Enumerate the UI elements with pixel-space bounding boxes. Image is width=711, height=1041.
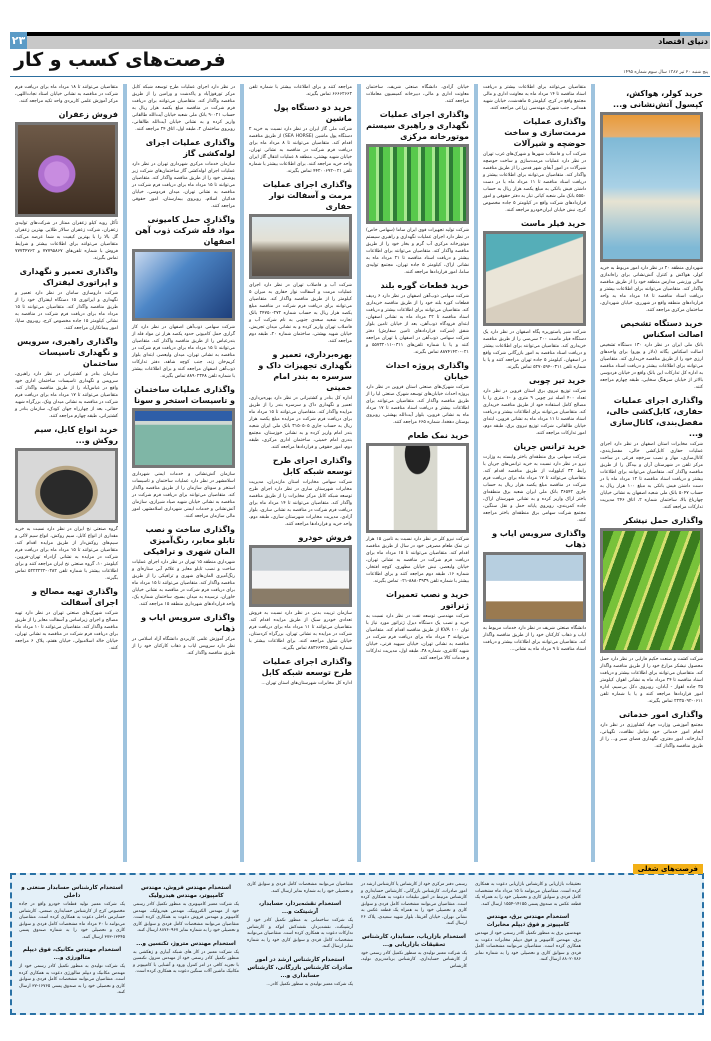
newspaper-logo: دنیای اقتصاد: [658, 37, 708, 46]
classified-body: یک شرکت تولیدی به منظور تکمیل کادر رسمی خود از مهندس مکانیک و دیپلم متالورژی دعوت به همکاری کرده است. متقاضیان می‌توانند مشخصات کامل فردی و سوابق کاری و تحصیلی خود را به صندوق پستی ۱۶۷۶۵-۳۷ ارسال کنند.: [19, 964, 125, 995]
article-body: شرکت سهامی ذوب‌آهن اصفهان در نظر دارد کار گزاری حمل کامیونی حدود یکصد هزار تن مواد قله از بندرعباس را از طریق مناقصه واگذار کند. متقاضیان می‌توانند تا ۱۵ مرداد ماه برای دریافت فرم شرکت در مناقصه به نشانی تهران، میدان ولیعصر، ابتدای بلوار کریم‌خان زند، جنب کوچه شاهد، دفتر تدارکات ذوب‌آهن اصفهان مراجعه کنند و برای اطلاعات بیشتر با شماره تلفن ۸۸۹۰۲۳۴۸ تماس بگیرند.: [132, 325, 235, 379]
article-title: واگذاری حمل نیشکر: [623, 516, 703, 525]
article-body: شرکت نیرو کلر در نظر دارد نسبت به تامین ۱۵ هزار تن نمک طعام مصرفی خود در سال از طریق مناقصه اقدام کند. متقاضیان می‌توانند تا ۱۵ مرداد ماه برای دریافت فرم شرکت در مناقصه به نشانی تهران، خیابان ولیعصر، نبش خیابان مطهری، کوچه افتخار، شماره ۱۶، طبقه دوم مراجعه کنند و برای اطلاعات بیشتر با شماره تلفن ۸۸۸۰۳۹۳۹-۰۲۱ تماس بگیرند.: [366, 537, 469, 584]
article: [366, 280, 469, 356]
column-3: [361, 84, 474, 862]
article: [132, 384, 235, 520]
article: [483, 218, 586, 371]
classified-title: استخدام مهندس برق، مهندس کامپیوتر و فوق دیپلم مخابرات: [486, 914, 570, 928]
article: [15, 424, 118, 582]
header-rule: [10, 76, 710, 77]
article: [249, 84, 352, 98]
column-2: [478, 84, 591, 862]
classified-body: یک شرکت معتبر تولیدی به منظور تکمیل کادر رسمی خود از کارشناس حسابداری، کارشناس برنامه‌ریزی تولید، کارشناس: [361, 950, 467, 969]
article-title: فروش زعفران: [58, 110, 118, 119]
article-body: شرکت شهرک‌های صنعتی تهران در نظر دارد تهیه مصالح و اجرای زیراساس و آسفالت معابر را از طریق مناقصه واگذار کند. متقاضیان می‌توانند تا ۱۰ مرداد ماه برای دریافت فرم شرکت در مناقصه به نشانی تهران، خیابان خالد اسلامبولی، خیابان هفتم، پلاک ۶ مراجعه کنند.: [15, 611, 118, 651]
saffron-photo: [15, 122, 118, 217]
cooler-photo: [600, 112, 703, 262]
article-title: خرید کولر، هواکش، کپسول آتش‌نشانی و...: [613, 89, 703, 109]
article: [132, 84, 235, 133]
article-body: شرکت شهرک‌های صنعتی استان قزوین در نظر دارد پروژه احداث خیابان‌های توسعه شهرک صنعتی لیا را از طریق مناقصه واگذار کند. متقاضیان می‌توانند برای اطلاعات بیشتر و دریافت اسناد مناقصه تا ۱۷ مرداد ماه به نشانی قزوین، بلوار آیت‌الله بهشتی، روبروی بوستان دهخدا، شماره ۶۶۵ مراجعه کنند.: [366, 385, 470, 425]
article-title: بهره‌برداری، تعمیر و نگهداری تجهیزات داک و سرسره به بندر امام خمینی: [258, 350, 352, 392]
column-6: [10, 84, 123, 862]
pipes-photo: [366, 144, 469, 224]
article-title: خرید قطعات گوره بلند: [380, 281, 469, 290]
article-title: واگذاری حمل کامیونی مواد قلّه شرکت ذوب آهن اصفهان: [135, 215, 235, 246]
column-5: [127, 84, 240, 862]
article-body: شرکت داروسازی سامان در نظر دارد تعمیر و نگهداری و اپراتوری ۱۵ دستگاه لیفتراک خود را از طریق مناقصه واگذار کند. متقاضیان می‌توانند تا ۱۵ مرداد ماه برای دریافت فرم شرکت در مناقصه به نشانی کیلومتر ۱۵ جاده مخصوص کرج، روبروی ساپا، امور پیمانکاران مراجعه کنند.: [15, 291, 118, 331]
article: [483, 84, 586, 112]
article-title: خرید دو دستگاه پول ماشین: [273, 103, 352, 123]
article: [15, 336, 118, 420]
classified-title: استخدام مهندس مکانیک، فوق دیپلم متالورژی و...: [22, 947, 122, 961]
column-4: [244, 84, 357, 862]
article: [600, 709, 703, 750]
classified-column-4: [357, 882, 471, 1012]
classified-body: رسمی دفتر مرکزی خود از کارشناس یا کارشناس ارشد در امور صادرات، کارشناس بازرگانی، کارشناس حسابداری و کارشناس مرتبط در امور تبلیغات دعوت به همکاری کرده است. متقاضیان می‌توانند مشخصات کامل فردی و سوابق کاری و تحصیلی خود را به همراه یک قطعه عکس به نشانی تهران، خیابان آفریقا، بلوار شهید سعیدی، پلاک ۲۶ ارسال کنند.: [361, 882, 467, 926]
article-title: واگذاری راهبری، سرویس و نگهداری تاسیسات ساختمان: [17, 337, 118, 368]
article-body: شرکت سهامی مخابرات استان مازندران، مدیریت مخابرات شهرستان ساری در نظر دارد اجرای طرح توسعه شبکه کابل مرکز مخابرات را از طریق مناقصه واگذار کند. متقاضیان می‌توانند تا ۱۴ مرداد ماه برای دریافت فرم شرکت در مناقصه به نشانی ساری، بلوار آزادی، مدیریت مخابرات شهرستان ساری، طبقه دوم، واحد خرید و قراردادها مراجعه کنند.: [249, 480, 352, 527]
article-title: واگذاری سرویس ایاب و ذهاب: [492, 529, 586, 549]
article-body: بانک ملی ایران در نظر دارد ۱۳۰ دستگاه تشخیص اصالت اسکناس یگانه (دلار و یورو) برای واحدهای ارزی خود را از طریق مناقصه خریداری کند. متقاضیان می‌توانند برای اطلاعات بیشتر و دریافت اسناد مناقصه به اداره کل تدارکات این بانک واقع در خیابان فردوسی بالاتر از خیابان سرهنگ سخایی، طبقه چهارم مراجعه کنند.: [600, 343, 703, 390]
article-title: خرید انواع کابل، سیم روکش و...: [34, 425, 118, 445]
classified-title: استخدام بازاریاب، حسابدار، کارشناس تحقیقات بازاریابی و...: [362, 933, 466, 948]
section-title: فرصت‌های کسب و کار: [14, 49, 226, 71]
article-body: شرکت آب و فاضلاب شهرها و شهرک‌های غرب تهران در نظر دارد عملیات مرمت‌سازی و ساخت حوضچه شیرآلات در امور آبفای شهر قدس را از طریق مناقصه واگذار کند. متقاضیان می‌توانند برای اطلاعات بیشتر و دریافت اسناد مناقصه تا ۱۱ مرداد ماه با در دست داشتن فیش بانکی به مبلغ یکصد هزار ریال به حساب ۵۵۵۰ بانک ملی شعبه کیانی تبار به دفتر حقوقی و امور قراردادهای شرکت واقع در کیلومتر ۵ جاده مخصوص کرج، نبش خیابان ایران‌خودرو مراجعه کنند.: [483, 152, 587, 213]
article: [15, 266, 118, 332]
article: [483, 441, 586, 524]
article-body: شرکت سهامی ذوب‌آهن اصفهان در نظر دارد ۶ ردیف قطعات کوره بلند خود را از طریق مناقصه خریداری کند. متقاضیان می‌توانند برای اطلاعات بیشتر و دریافت اسناد مناقصه تا ۲۲ مرداد ماه به نشانی اصفهان، ابتدای فرودگاه ذوب‌آهن، بعد از خیابان تامین بلوار شفق (شرکت قراردادهای تامین سفارش) دفتر شرکت سهامی ذوب‌آهن در اصفهان یا تهران مراجعه کنند و یا با شماره تلفن‌های ۰۳۱۱-۵۵۷۳۲۰۱۱ و ۰۲۱-۸۸۷۴۱۴۲۰ تماس بگیرند.: [366, 294, 470, 355]
article-title: واگذاری اجرای عملیات طرح توسعه شبکه کابل: [261, 657, 352, 677]
van-photo: [483, 552, 586, 622]
article-title: واگذاری سرویس ایاب و ذهاب: [141, 613, 235, 633]
classified-body: مهندسین برق به منظور تکمیل کادر رسمی خود از مهندس برق، مهندس کامپیوتر و فوق دیپلم مخابرات دعوت به همکاری کرده است. متقاضیان می‌توانند مشخصات کامل فردی و سوابق کاری و تحصیلی خود را به شماره نمابر ۸۸۰۲۰۷۸۶ ارسال کنند.: [475, 931, 581, 962]
classified-title: استخدام کارشناس ارشد در امور صادرات کارشناس بازرگانی، کارشناس حسابداری و...: [247, 956, 353, 979]
article-body: سازمان تربیت بدنی در نظر دارد نسبت به فروش تعدادی خودرو سبک از طریق مزایده اقدام کند. متقاضیان می‌توانند تا ۱۱ مرداد ماه برای دریافت فرم شرکت در مزایده به نشانی تهران، بزرگراه کردستان، خیابان سئول مراجعه کنند. برای اطلاعات بیشتر با شماره تلفن ۸۸۳۶۶۴۲۵ تماس بگیرند.: [249, 611, 353, 651]
article: [249, 532, 352, 652]
article: [366, 109, 469, 276]
article: [249, 179, 352, 345]
column-1: [595, 84, 708, 862]
article-body: دانشگاه صنعتی شریف در نظر دارد خدمات مربوط به ایاب و ذهاب کارکنان خود را از طریق مناقصه واگذار کند. متقاضیان می‌توانند برای اطلاعات بیشتر و دریافت اسناد مناقصه تا ۹ مرداد ماه به نشانی...: [483, 626, 586, 652]
article-body: در نظر دارد اجرای عملیات طرح توسعه شبکه کابل مرکز تورقوزآباد و پاکدشت و ورامین را از طریق مناقصه واگذار کند. متقاضیان می‌توانند برای دریافت فرم شرکت در مناقصه مبلغ یکصد هزار ریال به حساب ۹۰۰۲۱ بانک ملی شعبه خیابان آیت‌الله طالقانی واریز کرده و به نشانی خیابان آیت‌الله طالقانی، روبروی ساختمان ۲، طبقه اول، اتاق ۲۴ مراجعه کنند.: [132, 85, 235, 132]
article: [600, 318, 703, 391]
page-number: ۲۳: [11, 34, 26, 47]
classified-body: یک شرکت معتبر کامپیوتری به منظور تکمیل کادر رسمی خود از مهندس الکترونیک، مهندس هیدرولیک، مهندس کامپیوتر و مهندس فروش دعوت به همکاری کرده است. متقاضیان می‌توانند مشخصات کامل فردی و سوابق کاری و تحصیلی خود را به شماره نمابر ۸۸۷۶۰۹۶۷ ارسال کنند.: [133, 902, 239, 933]
classified-column-1: [15, 882, 129, 1012]
car-photo: [249, 545, 352, 607]
classified-body: یک شرکت ساختمانی به منظور تکمیل کادر خود از آرشیتکت، نقشه‌بردار، نقشه‌کش اتوکد و کارشناس تدارکات دعوت به همکاری کرده است. متقاضیان می‌توانند مشخصات کامل فردی و سوابق کاری خود را به شماره نمابر ارسال کنند.: [247, 918, 353, 949]
article-body: شرکت مهندسی توسعه نفت در نظر دارد نسبت به خرید و نصب یک دستگاه دیزل ژنراتور مورد نیاز با توان KVA ۱۰۰ از طریق مناقصه اقدام کند. متقاضیان می‌توانند ۳ مرداد ماه برای دریافت فرم شرکت در مناقصه به نشانی تهران، خیابان سپهبد قرنی، خیابان شهید کلانتری، شماره ۳۸، طبقه اول، مدیریت تدارکات و خدمات کالا مراجعه کنند.: [366, 614, 470, 661]
article: [132, 524, 235, 608]
article-title: واگذاری امور خدماتی: [619, 710, 703, 719]
article-title: واگذاری پروژه احداث خیابان: [385, 361, 469, 381]
article-body: اداره کل بنادر و کشتیرانی در نظر دارد بهره‌برداری، تعمیر و نگهداری داک و سرسره بندر را از طریق مزایده واگذار کند. متقاضیان می‌توانند تا ۱۵ مرداد ماه برای دریافت فرم شرکت در مزایده مبلغ یکصد هزار ریال به حساب جاری ۳۱۵۰۵۰۵ بانک ملی ایران شعبه بندر امام واریز کرده و به نشانی خوزستان، مجتمع بندری امام خمینی، ساختمان اداری مرکزی، طبقه دوم، امور حقوقی و قراردادها مراجعه کنند.: [249, 396, 352, 450]
issue-date-line: پنج شنبه ۲۰ تیر ۱۳۸۷ سال سوم شماره ۱۴۹۵: [623, 70, 708, 75]
article: [132, 612, 235, 657]
header-gray-band: [25, 36, 710, 49]
classifieds-columns: [15, 882, 699, 1012]
pool-photo: [132, 408, 235, 468]
article: [483, 116, 586, 214]
classified-body: تحقیقات بازاریابی و کارشناس بازاریابی دعوت به همکاری کرده است. متقاضیان می‌توانند تا ۱۵ مرداد ماه مشخصات کامل فردی و سوابق کاری و تحصیلی خود را به همراه یک قطعه عکس به صندوق پستی ۱۴۱۵۵-۱۵۵۴ ارسال کنند.: [475, 882, 581, 907]
article-body: شرکت ملی گاز ایران در نظر دارد نسبت به خرید ۲ دستگاه پول ماشین (SEA HORSE) از طریق مناقصه اقدام کند. متقاضیان می‌توانند تا ۸ مرداد ماه برای دریافت فرم شرکت در مناقصه به نشانی تهران، خیابان شهید بهشتی، منطقه ۸ عملیات انتقال گاز ایران واحد خرید مراجعه کنند. برای اطلاعات بیشتر با شماره تلفن ۰۲۱-۴۴۲۰۰۶۹۲ تماس بگیرند.: [249, 127, 352, 174]
article: [483, 528, 586, 653]
yogurt-photo: [483, 231, 586, 326]
classified-body: یک شرکت معتبر تولیدی به منظور تکمیل کادر...: [266, 981, 353, 987]
article-title: واگذاری اجرای عملیات نگهداری و راهبری سیستم موتورخانه مرکزی: [366, 110, 469, 141]
article: [132, 214, 235, 380]
article-title: فروش خودرو: [298, 533, 352, 542]
article-body: متقاضیان می‌توانند تا ۱۸ مرداد ماه برای دریافت فرم شرکت در مناقصه به نشانی خیابان استاد نجات‌اللهی، مرکز آموزش علمی کاربردی واحد تکیه مراجعه کنند.: [15, 85, 119, 104]
article-title: خرید ترانس جریان: [513, 442, 586, 451]
article: [249, 349, 352, 451]
page-header: [10, 32, 710, 82]
article: [366, 360, 469, 426]
article-body: سازمان بنادر و کشتیرانی در نظر دارد راهبری، سرویس و نگهداری تاسیسات ساختمان اداری خود واقع در عباس‌آباد را از طریق مناقصه واگذار کند. متقاضیان می‌توانند تا ۱۷ مرداد ماه برای دریافت فرم شرکت در مناقصه به نشانی میدان ونک، بزرگراه شهید حقانی، بعد از چهارراه جهان کودک، سازمان بنادر و کشتیرانی، طبقه چهارم مراجعه کنند.: [15, 372, 119, 419]
truck-photo: [132, 249, 235, 321]
saltshaker-photo: [366, 443, 469, 533]
article-title: واگذاری ساخت و نصب تابلو معابر، رنگ‌آمیزی المان شهری و ترافیکی: [143, 525, 235, 556]
article-body: شهرداری منطقه ۱۵ تهران در نظر دارد اجرای عملیات ساخت و نصب تابلو معابر و علائم آبی ستاره‌ای و رنگ‌آمیزی المان‌های شهری و ترافیکی را از طریق مناقصه واگذار کند. متقاضیان می‌توانند تا ۱۵ مرداد ماه برای دریافت فرم شرکت در مناقصه به نشانی خیابان خاوران، نرسیده به میدان بسیج، ساختمان شماره یک، واحد قراردادهای شهرداری منطقه ۱۵ مراجعه کنند.: [132, 560, 235, 607]
classified-body: متقاضیان می‌توانند مشخصات کامل فردی و سوابق کاری و تحصیلی خود را به شماره نمابر ارسال کنند.: [247, 882, 353, 894]
article-body: شرکت مخابرات استان اصفهان در نظر دارد اجرای عملیات حفاری کابل‌کشی خالی، مفصل‌بندی، کانال‌سازی، مهار و نصب سرخچه فرعی در ساخت مرکز تلفن در شهرستان آران و بیدگل را از طریق مناقصه واگذار کند. متقاضیان می‌توانند برای اطلاعات بیشتر و دریافت اسناد مناقصه تا ۱۲ مرداد ماه با در دست داشتن فیش بانکی به مبلغ ۱۰۰ هزار ریال به حساب ۵۰۴۷ بانک ملی شعبه اصفهان به نشانی خیابان چهارباغ بالا، ساختمان شماره ۲، اتاق ۲۴۶ مدیریت تدارکات مراجعه کنند.: [600, 442, 704, 510]
article-body: مراجعه کنند و برای اطلاعات بیشتر با شماره تلفن ۶۶۶۶۲۶۶۲ تماس بگیرند.: [249, 85, 352, 97]
article-title: خرید نمک طعام: [407, 431, 469, 440]
article: [600, 395, 703, 511]
classified-body: یک شرکت معتبر تولید قطعات خودرو واقع در جاده مخصوص کرج از کارشناس حسابداری صنعتی، کارشناس حسابرس داخلی دعوت به همکاری کرده است. متقاضیان می‌توانند تا ۳۰ مرداد ماه مشخصات کامل فردی و سوابق کاری و تحصیلی خود را به شماره صندوق پستی ۱۳۴۴۵-۳۷۳ ارسال کنند.: [19, 902, 125, 940]
article-title: خرید تیر چوبی: [528, 376, 586, 385]
classified-title: استخدام مهندس متروژ، تکنسین و...: [136, 940, 236, 947]
classifieds-label: فرصت‌های شغلی: [633, 864, 703, 874]
article-title: واگذاری عملیات اجرای لوله‌کشی گاز: [145, 138, 235, 158]
article: [132, 137, 235, 210]
article-body: شرکت شیر پاستوریزه پگاه اصفهان در نظر دارد یک دستگاه فیلر ماست ۲۰۰ سی‌سی را از طریق مناقصه خریداری کند. متقاضیان می‌توانند برای اطلاعات بیشتر و دریافت اسناد مناقصه به امور بازرگانی شرکت واقع در اصفهان، کیلومتر ۵ جاده تهران مراجعه کنند و یا با شماره تلفن ۰۳۱۱-۵۲۷۰۵۹۴ تماس بگیرند.: [483, 330, 586, 370]
article-title: خرید دستگاه تشخیص اصالت اسکناس: [620, 319, 703, 339]
article-title: واگذاری عملیات مرمت‌سازی و ساخت حوضچه و شیرآلات: [504, 117, 586, 148]
article: [15, 586, 118, 652]
article: [15, 84, 118, 105]
classified-column-5: [471, 882, 585, 1012]
article-title: خرید و نصب تعمیرات ژنراتور: [386, 590, 469, 610]
article-body: اداره کل مخابرات شهرستان‌های استان تهران...: [261, 681, 352, 686]
article-title: واگذاری عملیات ساختمان و تاسیسات استخر و سونا: [134, 385, 235, 405]
article-body: سازمان خدمات مرکزی شهرداری تهران در نظر دارد عملیات اجرای لوله‌کشی گاز ساختمان‌های شرکت زیر پوشش خود را از طریق مناقصه واگذار کند. متقاضیان می‌توانند تا ۱۵ مرداد ماه برای دریافت فرم شرکت در مناقصه به نشانی تهران، میدان فردوسی، خیابان فدائیان اسلام، روبروی بیمارستان، امور حقوقی مراجعه کنند.: [132, 162, 235, 209]
article-body: شرکت تولید تجهیزات قوی ایران ساما (سهامی خاص) در نظر دارد اجرای عملیات نگهداری و راهبری سیستم موتورخانه مرکزی آب گرم و بخار خود را از طریق مناقصه واگذار کند. متقاضیان می‌توانند برای اطلاعات بیشتر و دریافت اسناد مناقصه تا ۲۱ مرداد ماه به نشانی اراک، کیلومتر ۵ جاده تهران، مجتمع تولیدی ساما، امور قراردادها مراجعه کنند.: [366, 228, 470, 275]
article-body: شرکت سهامی برق منطقه‌ای باختر وابسته به وزارت نیرو در نظر دارد نسبت به خرید ترانس‌های جریان با رابط ۳۳ کیلوولت از طریق مناقصه اقدام کند. متقاضیان می‌توانند تا ۱۷ مرداد ماه برای دریافت فرم شرکت در مناقصه مبلغ یکصد هزار ریال به حساب جاری ۳۶۵۴۲ بانک ملی ایران شعبه برق منطقه‌ای باختر اراک واریز کرده و به نشانی شهرستان اراک، جاده کمربندی، روبروی پایانه حمل و نقل سنگین، مجتمع شرکت سهامی برق منطقه‌ای باختر مراجعه کنند.: [483, 455, 587, 523]
classified-body: یک شرکت معتبر در کار های شبکه آبیاری و زهکشی به منظور تکمیل کادر رسمی خود از مهندس متروژ، تکنسین با تجربه کافی در امر کنترل ورود و آشنایی با کامپیوتر و مکانیک ماشین آلات سنگین دعوت به همکاری کرده است.: [133, 949, 239, 974]
article: [15, 109, 118, 262]
article: [366, 430, 469, 585]
classified-column-2: [129, 882, 243, 1012]
article: [483, 375, 586, 437]
article: [249, 102, 352, 175]
article-title: واگذاری اجرای عملیات مرمت و آسفالت نوار حفاری: [262, 180, 352, 211]
sugarcane-photo: [600, 528, 703, 653]
article-title: واگذاری تعمیر و نگهداری و اپراتوری لیفتراک: [19, 267, 118, 287]
roller-photo: [249, 214, 352, 279]
article: [366, 589, 469, 662]
article: [600, 515, 703, 705]
article-body: سازمان آتش‌نشانی و خدمات ایمنی شهرداری اسلامشهر در نظر دارد عملیات ساختمان و تاسیسات استخر و سونای سازمان را از طریق مناقصه واگذار کند. متقاضیان می‌توانند برای دریافت فرم شرکت در مناقصه به نشانی خیابان شهید صیاد شیرازی، سازمان آتش‌نشانی و خدمات ایمنی شهرداری اسلامشهر، امور مالی سازمان مراجعه کنند.: [132, 472, 235, 519]
article-body: خیابان آزادی، دانشگاه صنعتی شریف، ساختمان معاونت اداری و مالی، دبیرخانه کمیسیون معاملات مراجعه کنند.: [366, 85, 469, 104]
classified-title: استخدام کارشناس حسابدار صنعتی و داخلی: [21, 885, 123, 899]
article-body: شهرداری منطقه ۲۰ در نظر دارد امور مربوط به خرید کولر، هواکش و کنترل آتش‌نشانی برای راه‌اندازی سالن ورزشی مدارس منطقه خود را از طریق مناقصه واگذار کند. متقاضیان می‌توانند برای اطلاعات بیشتر و دریافت اسناد مناقصه تا ۱۸ مرداد ماه به واحد قراردادهای منطقه واقع در شهرری، خیابان شهرداری، ساختمان مرکزی مراجعه کنند.: [600, 266, 703, 313]
article-body: شرکت توزیع نیروی برق استان قزوین در نظر دارد تعداد ۴۰۰ اصله تیر چوبی ۹ متری و ۱۰ متری را با مصالح کامل استفاده خود از طریق مناقصه خریداری کند. متقاضیان می‌توانند برای اطلاعات بیشتر و دریافت اسناد مناقصه تا ۱۱ مرداد ماه به نشانی قزوین، ابتدای خیابان طالقانی، شرکت توزیع نیروی برق، طبقه دوم، امور تدارکات مراجعه کنند.: [483, 389, 587, 436]
article: [249, 656, 352, 687]
classified-column-3: [243, 882, 357, 1012]
article-title: واگذاری اجرای عملیات حفاری، کابل‌کشی خالی، مفصل‌بندی، کانال‌سازی و...: [606, 396, 703, 438]
article: [600, 88, 703, 314]
classified-title: استخدام نقشه‌بردار، حسابدار، آرشیتکت و...: [258, 901, 342, 915]
classified-title: استخدام مهندس فروش، مهندس کامپیوتر، مهندس هیدرولیک: [140, 885, 232, 899]
cable-photo: [15, 448, 118, 523]
article-body: شرکت آب و فاضلاب تهران در نظر دارد اجرای عملیات مرمت و آسفالت نوار حفاری به میزان ۵ کیلومتر را از طریق مناقصه واگذار کند. متقاضیان می‌توانند برای دریافت فرم شرکت در مناقصه مبلغ یکصد هزار ریال به حساب شماره ۲۷۲-۲۴۷۵۰ بانک تجارت شعبه سعدی جنوبی به نام شرکت آب و فاضلاب تهران واریز کرده و به نشانی میدان تجریش، خیابان شهید بهشتی، ساختمان شماره ۲۰، طبقه دوم مراجعه کنند.: [249, 283, 353, 344]
article: [366, 84, 469, 105]
article-body: شرکت کشت و صنعت حکیم فارابی در نظر دارد حمل محصول نیشکر مزارع خود را از طریق مناقصه واگذار کند. متقاضیان می‌توانند برای اطلاعات بیشتر و دریافت اسناد مناقصه تا ۲۴ مرداد ماه به نشانی اهواز، کیلومتر ۳۵ جاده اهواز - آبادان، روبروی دکل بی‌سیم، اداره امور قراردادها مراجعه کنند و یا با شماره تلفن ۰۶۱۱-۲۲۳۵۰۹۲ تماس بگیرند.: [600, 657, 704, 704]
article-body: متقاضیان می‌توانند برای اطلاعات بیشتر و دریافت اسناد مناقصه تا ۱۴ مرداد ماه به معاونت اداری و مالی مجتمع واقع در کرج، کیلومتر ۵ ماهدشت، خیابان شهید همدانی، جنب شهرک مهندسی زراعی مراجعه کنند.: [483, 85, 586, 111]
article: [249, 455, 352, 528]
article-title: واگذاری اجرای طرح توسعه شبکه کابل: [272, 456, 352, 476]
article-title: واگذاری تهیه مصالح و اجرای آسفالت: [31, 587, 118, 607]
article-body: تأکل رویه کیلو زعفران ممتاز در شرکت‌های تولیدی زعفران، شرکت زعفران سالار طلایی بهترین زعفران گل بالا را با بهترین کیفیت به شما عرضه می‌کند. متقاضیان می‌توانند برای اطلاعات بیشتر و شرایط فروش با شماره تلفن‌های ۷۷۷۹۵۸۶۷ و ۷۷۷۳۴۷۶۲ تماس بگیرند.: [15, 221, 118, 261]
article-body: مجتمع آموزشی وزارت جهاد کشاورزی در نظر دارد انجام امور خدماتی خود شامل نظافت، نگهبانی، آبدارخانه، امور دفتری، نگهداری فضای سبز و... را از طریق مناقصه واگذار کند.: [600, 723, 703, 749]
article-body: مرکز آموزش علمی کاربردی دانشگاه آزاد اسلامی در نظر دارد سرویس ایاب و ذهاب کارکنان خود را از طریق مناقصه واگذار کند.: [132, 637, 235, 656]
article-columns: [8, 84, 708, 862]
article-title: خرید فیلر ماست: [521, 219, 586, 228]
article-body: گروه صنعتی نخ ایران در نظر دارد نسبت به خرید مقداری از انواع کابل، سیم روکش، انواع سیم لاکی و سیم‌های روکش‌دار از طریق مزایده اقدام کند. متقاضیان می‌توانند تا ۱۵ مرداد ماه برای دریافت فرم شرکت در مزایده به نشانی آزادراه تهران-قزوین، کیلومتر ۱۰، گروه صنعتی نخ ایران مراجعه کنند و برای اطلاعات بیشتر با شماره تلفن ۰۲۸۲-۵۲۲۲۲۲۲ تماس بگیرند.: [15, 527, 119, 581]
